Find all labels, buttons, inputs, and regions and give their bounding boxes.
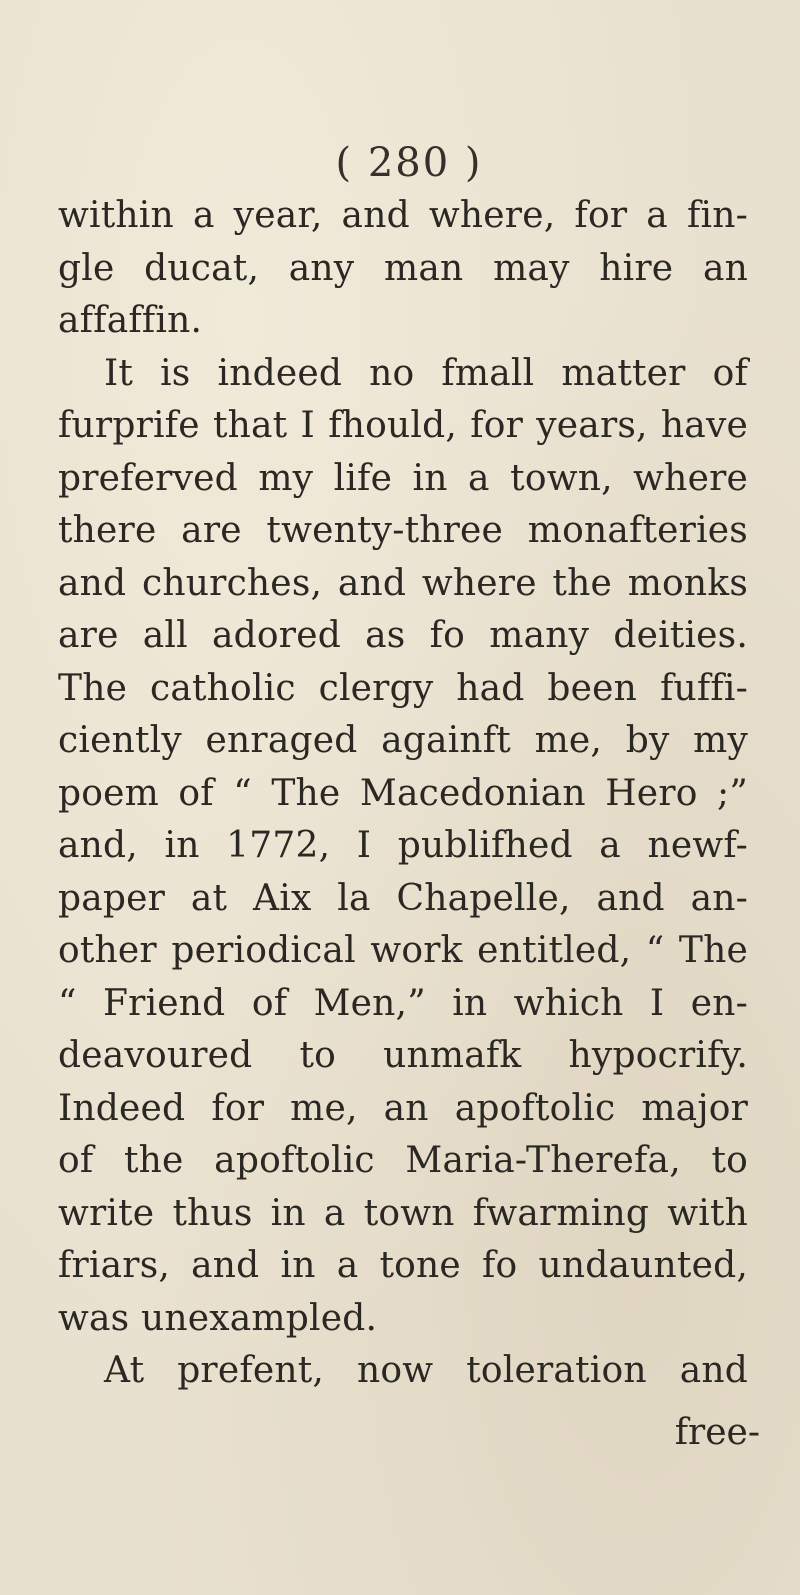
text-line: The catholic clergy had been fuffi- bbox=[58, 667, 748, 709]
text-line: ciently enraged againft me, by my bbox=[58, 720, 748, 761]
text-line: gle ducat, any man may hire an bbox=[58, 247, 748, 289]
text-line: within a year, and where, for a fin- bbox=[58, 195, 748, 236]
text-line: deavoured to unmafk hypocrify. bbox=[58, 1035, 748, 1076]
text-line: poem of “ The Macedonian Hero ;” bbox=[58, 772, 748, 814]
text-line: friars, and in a tone fo undaunted, bbox=[58, 1245, 748, 1286]
catchword: free- bbox=[674, 1412, 760, 1453]
text-line: It is indeed no fmall matter of bbox=[104, 352, 748, 394]
text-line: of the apoftolic Maria-Therefa, to bbox=[58, 1140, 748, 1181]
text-line: At prefent, now toleration and bbox=[104, 1350, 748, 1391]
text-line: “ Friend of Men,” in which I en- bbox=[58, 982, 748, 1024]
text-line: are all adored as fo many deities. bbox=[58, 615, 748, 656]
text-line: and churches, and where the monks bbox=[58, 562, 748, 604]
text-line: other periodical work entitled, “ The bbox=[58, 930, 748, 971]
text-line: write thus in a town fwarming with bbox=[58, 1192, 748, 1234]
text-line: furprife that I fhould, for years, have bbox=[58, 405, 748, 446]
body-text bbox=[58, 190, 748, 1398]
text-line: paper at Aix la Chapelle, and an- bbox=[58, 877, 748, 919]
page-number: ( 280 ) bbox=[335, 140, 483, 186]
text-line: was unexampled. bbox=[58, 1297, 378, 1339]
text-line: and, in 1772, I publifhed a newf- bbox=[58, 825, 748, 866]
text-line: preferved my life in a town, where bbox=[58, 457, 748, 499]
text-line: there are twenty-three monafteries bbox=[58, 510, 748, 551]
text-line: Indeed for me, an apoftolic major bbox=[58, 1087, 748, 1129]
text-line: affaffin. bbox=[58, 300, 203, 341]
